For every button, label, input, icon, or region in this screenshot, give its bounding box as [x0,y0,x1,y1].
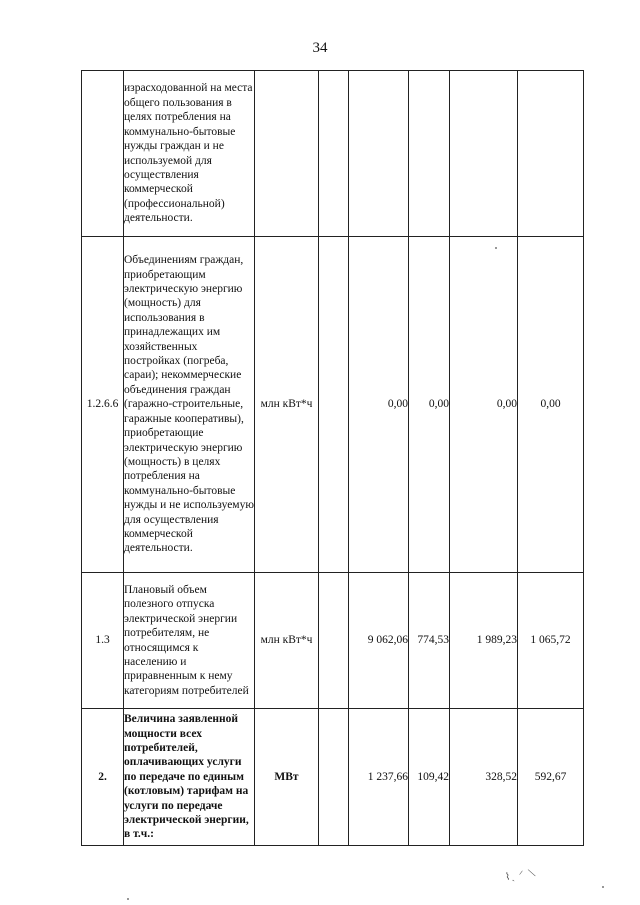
scan-speck [495,247,497,249]
row-value-1 [319,237,349,573]
row-value-3: 109,42 [409,709,450,846]
row-value-4: 1 989,23 [450,573,518,709]
row-number: 1.2.6.6 [82,237,124,573]
row-value-4 [450,71,518,237]
row-value-5 [518,71,584,237]
scan-speck [127,898,129,900]
row-unit: млн кВт*ч [255,237,319,573]
tariff-table [81,70,584,846]
table-row [82,71,584,237]
row-value-2: 9 062,06 [349,573,409,709]
row-description: Плановый объем полезного отпуска электрической энергии потребителям, не относящимся к населению и приравненным к нему категориям потребителей [124,573,255,709]
table-row [82,237,584,573]
row-value-3 [409,71,450,237]
row-value-2 [349,71,409,237]
page-number: 34 [312,40,328,56]
row-description: Объединениям граждан, приобретающим электрическую энергию (мощность) для использования в принадлежащих им хозяйственных постройках (погреба, сараи); некоммерческие объединения граждан (гаражно-строительные, гаражные кооперативы), приобретающие электрическую энергию (мощность) в целях потребления на коммунально-бытовые нужды и не используемую для осуществления коммерческой деятельности. [124,237,255,573]
scan-speck [602,886,604,888]
row-value-1 [319,71,349,237]
row-value-5: 592,67 [518,709,584,846]
row-value-2: 0,00 [349,237,409,573]
row-number [82,71,124,237]
row-value-1 [319,573,349,709]
row-value-3: 774,53 [409,573,450,709]
row-value-2: 1 237,66 [349,709,409,846]
row-number: 2. [82,709,124,846]
row-description: израсходованной на места общего пользования в целях потребления на коммунально-бытовые нужды граждан и не используемой для осуществления коммерческой (профессиональной) деятельности. [124,71,255,237]
row-value-4: 0,00 [450,237,518,573]
row-unit [255,71,319,237]
row-description: Величина заявленной мощности всех потребителей, оплачивающих услуги по передаче по единым (котловым) тарифам на услуги по передаче электрической энергии, в т.ч.: [124,709,255,846]
table-row [82,709,584,846]
row-value-1 [319,709,349,846]
table-row [82,573,584,709]
row-value-4: 328,52 [450,709,518,846]
row-unit: млн кВт*ч [255,573,319,709]
row-value-5: 1 065,72 [518,573,584,709]
row-value-5: 0,00 [518,237,584,573]
row-number: 1.3 [82,573,124,709]
handwritten-mark: ⌇ˏ ⸍ ⟍ [504,867,538,884]
row-unit: МВт [255,709,319,846]
row-value-3: 0,00 [409,237,450,573]
